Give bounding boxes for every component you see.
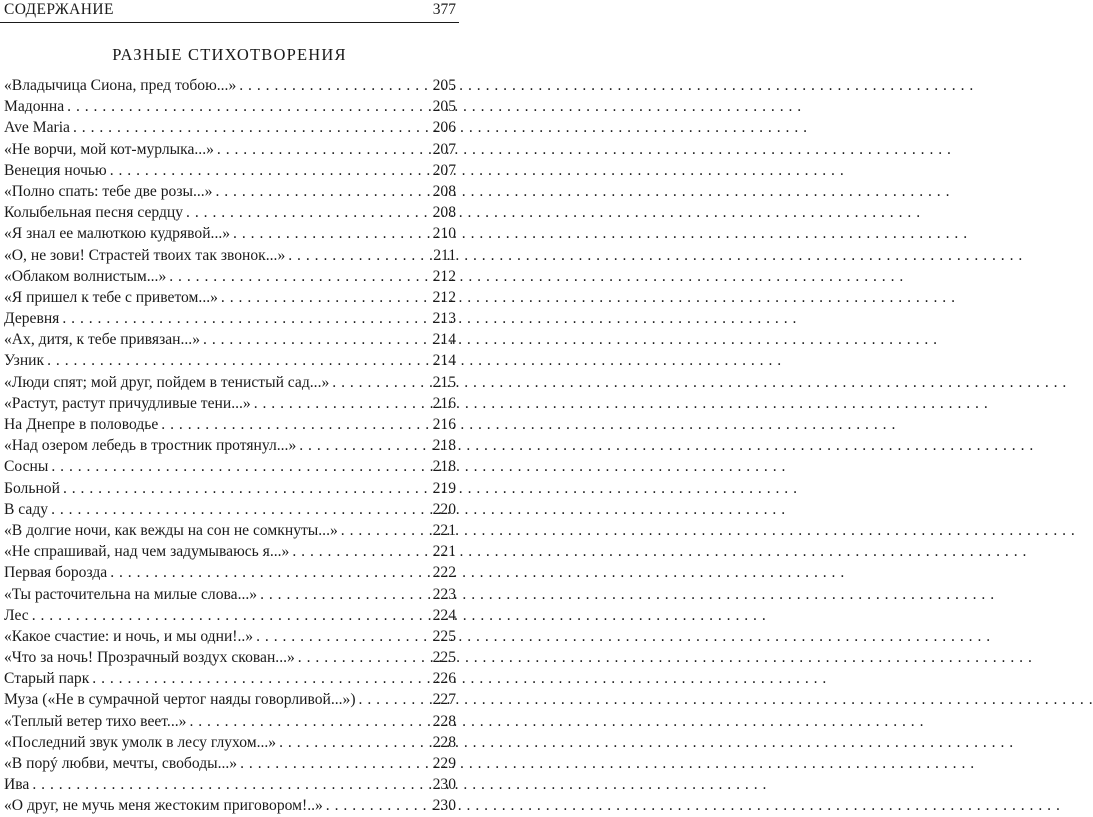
toc-entry-page: 218 (432, 437, 456, 455)
toc-entry-page: 221 (432, 521, 456, 539)
toc-entry (4, 689, 456, 710)
toc-entry-title: В саду (4, 500, 49, 518)
dot-leader (239, 75, 429, 96)
dot-leader (73, 117, 429, 138)
dot-leader (51, 456, 429, 477)
toc-entry-title: Ива (4, 776, 30, 794)
toc-entry-title: «Над озером лебедь в тростник протянул...» (4, 437, 297, 455)
toc-entry-title: Первая борозда (4, 564, 108, 582)
dot-leader (298, 647, 429, 668)
toc-entry-title: «Какое счастие: и ночь, и мы одни!..» (4, 627, 254, 645)
dot-leader (62, 308, 429, 329)
toc-entry-page: 218 (432, 458, 456, 476)
toc-entry-page: 222 (432, 564, 456, 582)
dot-leader (169, 266, 429, 287)
toc-entry-page: 229 (432, 755, 456, 772)
toc-entry-title: «Облаком волнистым...» (4, 267, 167, 285)
table-of-contents (4, 75, 456, 817)
toc-entry (4, 117, 456, 138)
toc-entry-title: Колыбельная песня сердцу (4, 204, 184, 222)
toc-entry-page: 226 (432, 670, 456, 688)
toc-entry-page: 230 (432, 776, 456, 794)
toc-entry-title: «Не ворчи, мой кот-мурлыка...» (4, 140, 214, 158)
toc-entry-page: 207 (432, 140, 456, 158)
toc-entry (4, 414, 456, 435)
toc-entry-title: «Я пришел к тебе с приветом...» (4, 288, 218, 306)
toc-entry-page: 212 (432, 288, 456, 306)
dot-leader (51, 499, 429, 520)
toc-entry-title: «Что за ночь! Прозрачный воздух скован...» (4, 649, 295, 667)
toc-entry (4, 795, 456, 816)
dot-leader (92, 668, 429, 689)
toc-entry-title: «Я знал ее малюткою кудрявой...» (4, 225, 231, 243)
toc-entry-title: На Днепре в половодье (4, 416, 159, 433)
toc-entry (4, 520, 456, 541)
dot-leader (203, 329, 429, 350)
toc-entry-page: 225 (432, 627, 456, 645)
toc-entry-title: Сосны (4, 458, 49, 476)
dot-leader (110, 160, 429, 181)
toc-entry-page: 216 (432, 394, 456, 412)
toc-entry (4, 478, 456, 499)
running-head-title: СОДЕРЖАНИЕ (4, 1, 114, 18)
toc-entry-page: 223 (432, 585, 456, 603)
toc-entry-title: «Ты расточительна на милые слова...» (4, 585, 258, 603)
dot-leader (254, 393, 429, 414)
dot-leader (161, 414, 429, 435)
toc-entry (4, 329, 456, 350)
dot-leader (63, 478, 429, 499)
toc-entry-title: Мадонна (4, 98, 65, 116)
dot-leader (341, 520, 429, 541)
toc-entry (4, 499, 456, 520)
toc-entry-title: Муза («Не в сумрачной чертог наяды говорливой...») (4, 691, 356, 709)
toc-entry (4, 287, 456, 308)
toc-entry-page: 208 (432, 182, 456, 200)
dot-leader (233, 223, 429, 244)
section-title: РАЗНЫЕ СТИХОТВОРЕНИЯ (112, 45, 347, 64)
toc-entry (4, 435, 456, 456)
toc-entry-page: 208 (432, 204, 456, 222)
toc-entry-page: 225 (432, 649, 456, 667)
toc-entry-title: Старый парк (4, 670, 90, 688)
toc-entry-title: «О, не зови! Страстей твоих так звонок...» (4, 246, 286, 264)
dot-leader (359, 689, 429, 710)
toc-entry-page: 211 (433, 246, 456, 264)
toc-entry-title: Венеция ночью (4, 161, 107, 179)
toc-entry-title: Узник (4, 352, 45, 370)
dot-leader (67, 96, 429, 117)
header-rule (0, 22, 459, 23)
toc-entry (4, 96, 456, 117)
toc-entry (4, 223, 456, 244)
toc-entry-page: 215 (432, 373, 456, 391)
toc-entry (4, 647, 456, 668)
toc-entry-title: Больной (4, 479, 60, 497)
dot-leader (279, 732, 429, 753)
toc-entry-title: «О друг, не мучь меня жестоким приговором!..» (4, 797, 323, 815)
toc-entry-page: 219 (432, 479, 456, 497)
toc-entry-title: «В порý любви, мечты, свободы...» (4, 755, 238, 772)
toc-entry-page: 227 (432, 691, 456, 709)
toc-entry (4, 605, 456, 626)
toc-entry-title: «В долгие ночи, как вежды на сон не сомкнуты...» (4, 521, 338, 539)
toc-entry-page: 212 (432, 267, 456, 285)
toc-entry-title: «Люди спят; мой друг, пойдем в тенистый сад...» (4, 373, 330, 391)
toc-entry-page: 205 (432, 77, 456, 94)
toc-entry-title: «Не спрашивай, над чем задумываюсь я...» (4, 543, 290, 561)
toc-entry (4, 753, 456, 774)
dot-leader (215, 181, 429, 202)
toc-entry (4, 584, 456, 605)
toc-entry (4, 350, 456, 371)
toc-entry-title: «Полно спать: тебе две розы...» (4, 182, 213, 200)
dot-leader (240, 753, 429, 774)
toc-entry (4, 541, 456, 562)
dot-leader (256, 626, 429, 647)
toc-entry-page: 220 (432, 500, 456, 518)
dot-leader (32, 605, 429, 626)
toc-entry-page: 230 (432, 797, 456, 815)
toc-entry-title: «Владычица Сиона, пред тобою...» (4, 77, 237, 94)
toc-entry-title: Лес (4, 606, 29, 624)
dot-leader (217, 139, 429, 160)
dot-leader (189, 711, 429, 732)
dot-leader (292, 541, 429, 562)
toc-entry (4, 202, 456, 223)
toc-entry-title: «Последний звук умолк в лесу глухом...» (4, 733, 277, 751)
toc-entry-title: «Растут, растут причудливые тени...» (4, 394, 251, 412)
dot-leader (299, 435, 429, 456)
toc-entry (4, 732, 456, 753)
toc-entry-page: 213 (432, 310, 456, 328)
toc-entry (4, 626, 456, 647)
toc-entry (4, 393, 456, 414)
dot-leader (47, 350, 429, 371)
dot-leader (332, 372, 429, 393)
dot-leader (288, 245, 429, 266)
dot-leader (260, 584, 429, 605)
dot-leader (326, 795, 429, 816)
toc-entry (4, 245, 456, 266)
toc-entry (4, 160, 456, 181)
toc-entry-page: 221 (432, 543, 456, 561)
toc-entry-page: 214 (432, 352, 456, 370)
toc-entry (4, 774, 456, 795)
toc-entry (4, 372, 456, 393)
toc-entry-page: 224 (432, 606, 456, 624)
dot-leader (32, 774, 429, 795)
dot-leader (221, 287, 429, 308)
toc-entry-title: Деревня (4, 310, 60, 328)
toc-entry-page: 206 (432, 119, 456, 137)
toc-entry (4, 711, 456, 732)
toc-entry (4, 562, 456, 583)
toc-entry-page: 210 (432, 225, 456, 243)
toc-entry (4, 181, 456, 202)
toc-entry (4, 668, 456, 689)
toc-entry (4, 139, 456, 160)
toc-entry (4, 266, 456, 287)
toc-entry-page: 228 (432, 712, 456, 730)
dot-leader (186, 202, 429, 223)
toc-entry (4, 308, 456, 329)
toc-entry-page: 205 (432, 98, 456, 116)
toc-entry (4, 75, 456, 96)
toc-entry-page: 214 (432, 331, 456, 349)
dot-leader (110, 562, 429, 583)
toc-entry-title: «Ах, дитя, к тебе привязан...» (4, 331, 201, 349)
toc-entry-page: 207 (432, 161, 456, 179)
toc-entry (4, 456, 456, 477)
toc-entry-title: Ave Maria (4, 119, 70, 137)
running-head (4, 0, 456, 20)
toc-entry-title: «Теплый ветер тихо веет...» (4, 712, 187, 730)
running-head-page-number: 377 (432, 1, 456, 18)
toc-entry-page: 216 (432, 416, 456, 433)
toc-entry-page: 228 (432, 733, 456, 751)
